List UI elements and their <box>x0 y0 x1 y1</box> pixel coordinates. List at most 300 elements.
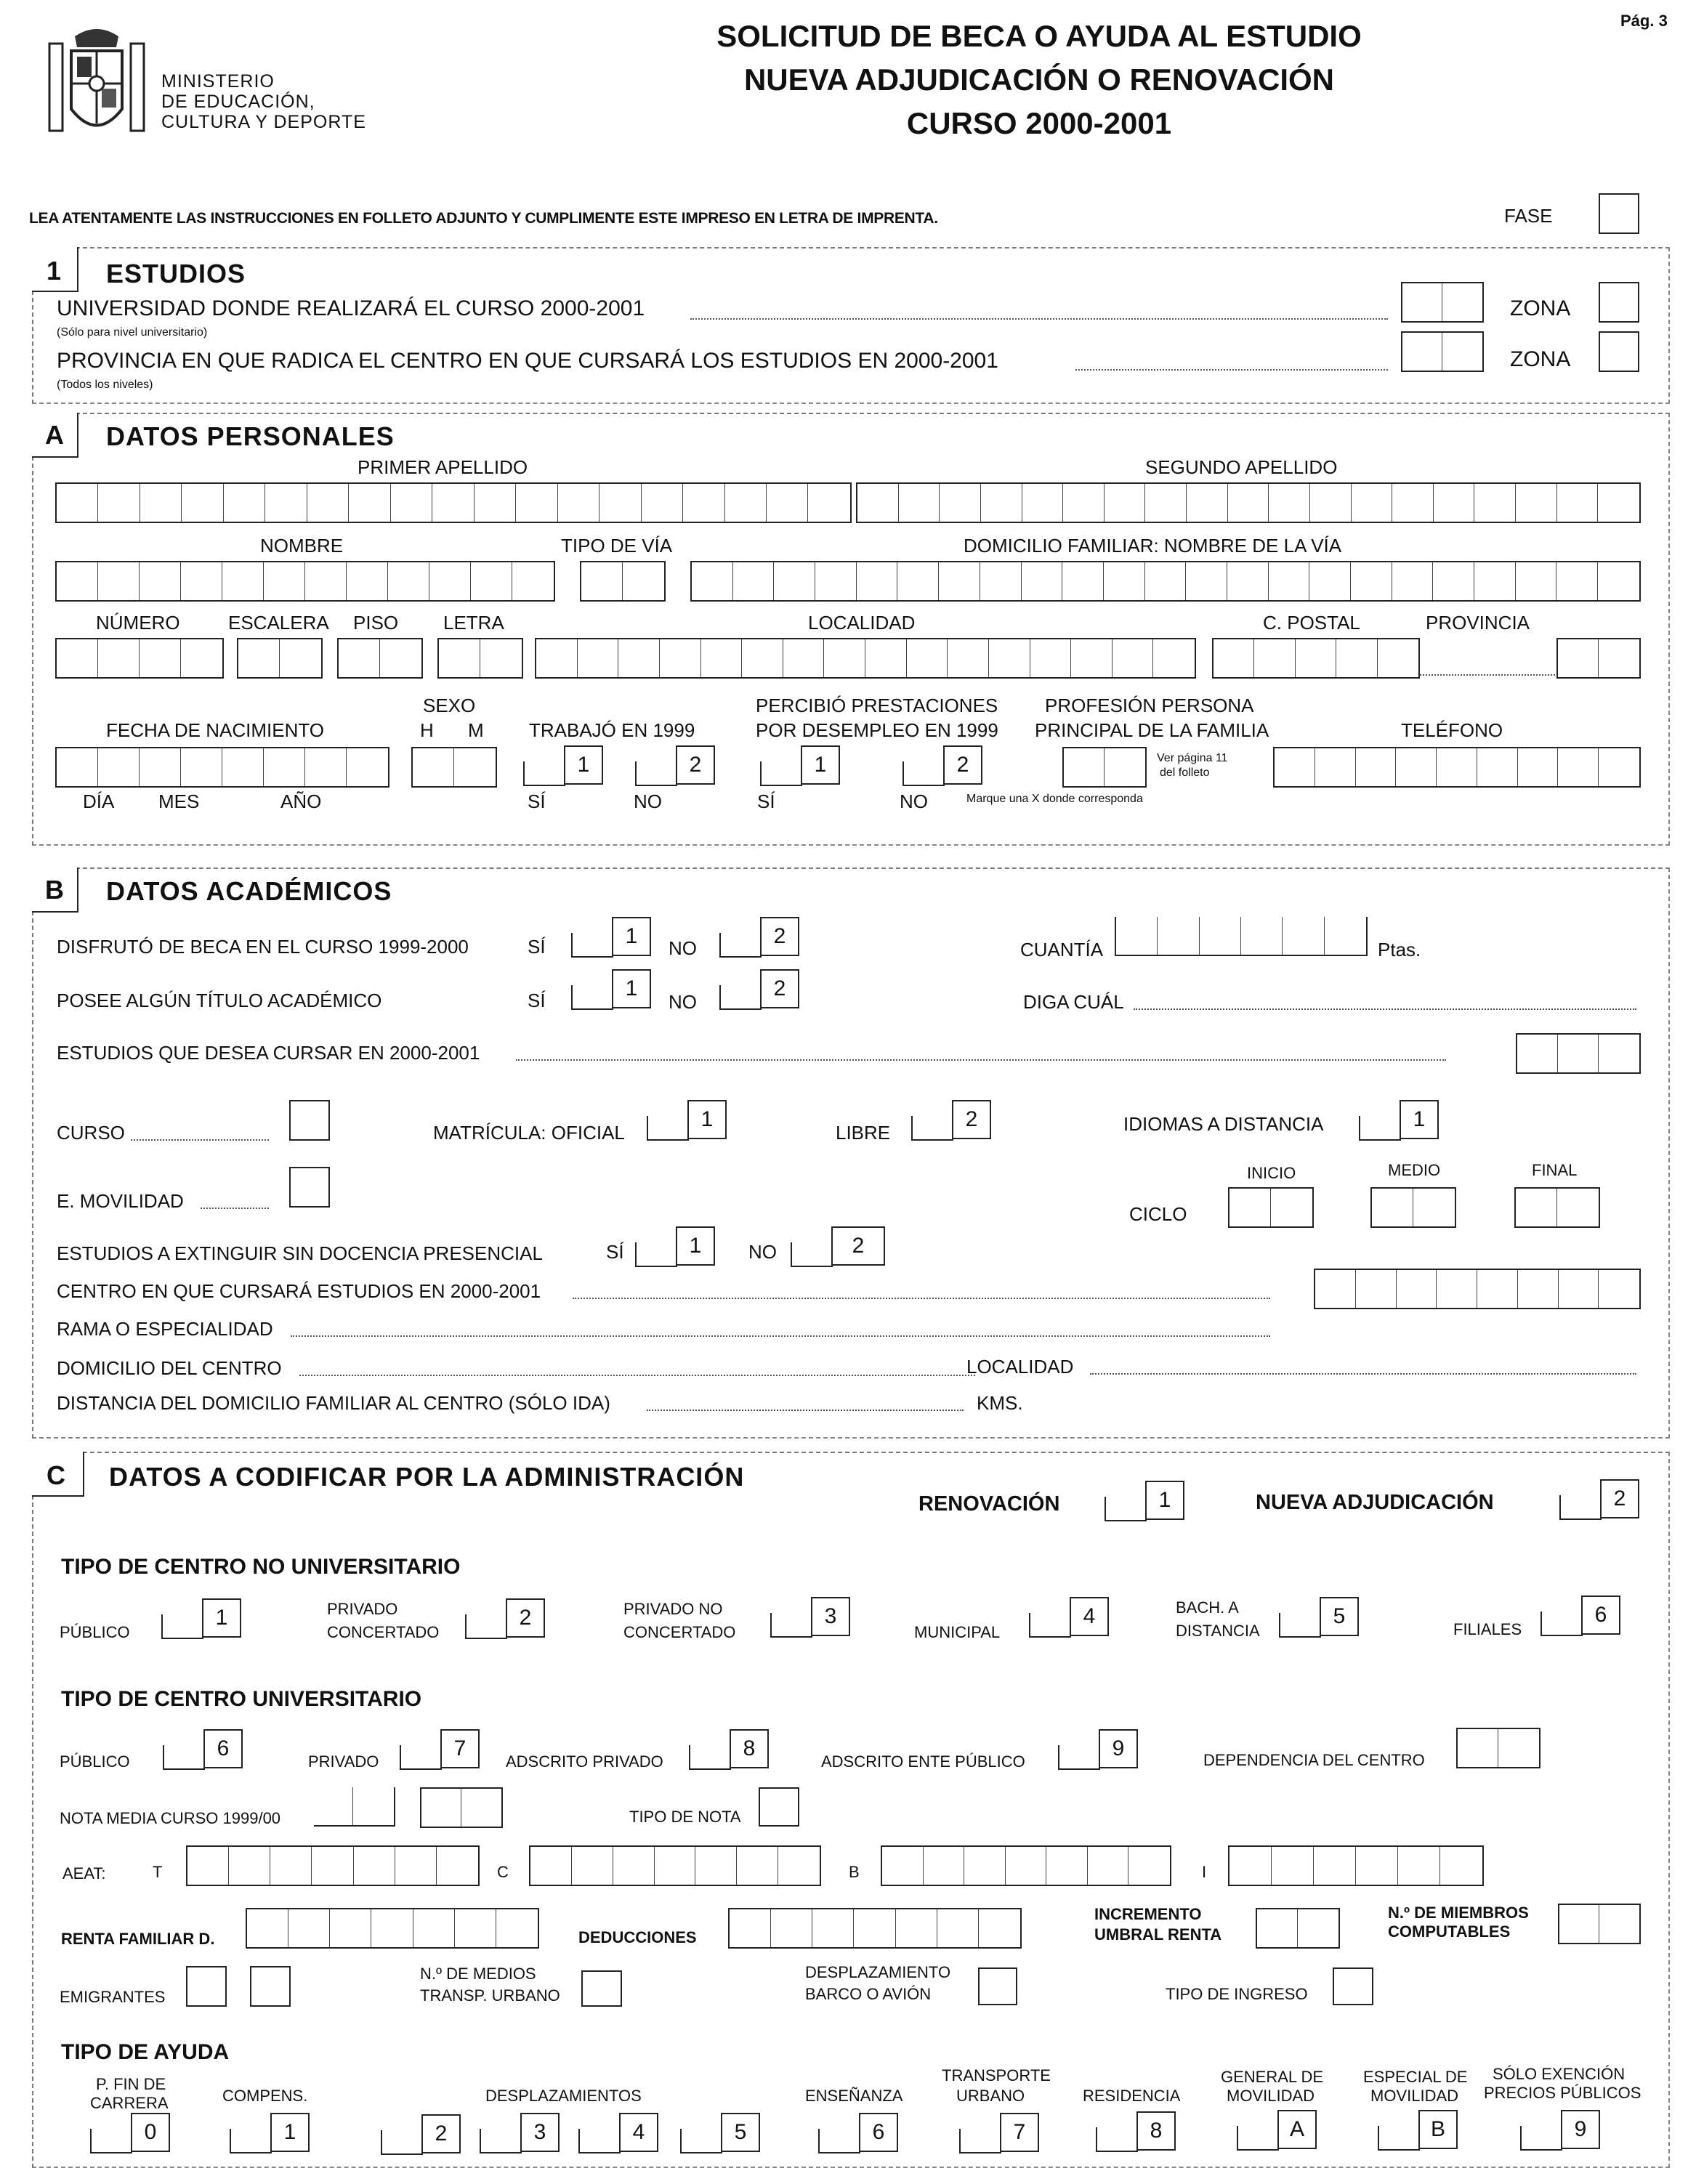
input-cell[interactable] <box>1440 1847 1482 1885</box>
input-cell[interactable] <box>1437 748 1477 786</box>
ciclo-medio-boxes[interactable] <box>1370 1187 1456 1228</box>
option-code[interactable]: 3 <box>520 2113 560 2152</box>
option-code[interactable]: 3 <box>811 1597 850 1636</box>
input-cell[interactable] <box>896 1909 937 1947</box>
input-cell[interactable] <box>349 484 390 522</box>
input-cell[interactable] <box>455 1909 496 1947</box>
input-cell[interactable] <box>480 639 522 677</box>
option-code[interactable]: 2 <box>421 2114 461 2153</box>
no-univ-privado-no-concertado[interactable] <box>770 1597 850 1636</box>
input-cell[interactable] <box>1498 1729 1539 1767</box>
input-cell[interactable] <box>1071 639 1113 677</box>
idiomas-distancia[interactable] <box>1359 1100 1439 1139</box>
percibio-si[interactable] <box>760 745 840 785</box>
input-cell[interactable] <box>730 1909 771 1947</box>
input-cell[interactable] <box>1516 562 1557 600</box>
input-cell[interactable] <box>854 1909 895 1947</box>
input-cell[interactable] <box>1088 1847 1129 1885</box>
percibio-no[interactable] <box>902 745 982 785</box>
input-cell[interactable] <box>924 1847 965 1885</box>
input-cell[interactable] <box>683 484 724 522</box>
tipo-via-boxes[interactable] <box>580 561 666 602</box>
option-code[interactable]: 9 <box>1099 1729 1138 1768</box>
aeat-t-boxes[interactable] <box>186 1845 480 1886</box>
input-cell[interactable] <box>1474 484 1516 522</box>
input-cell[interactable] <box>388 562 429 600</box>
input-cell[interactable] <box>701 639 743 677</box>
input-cell[interactable] <box>937 1909 979 1947</box>
option-code[interactable]: 2 <box>952 1100 991 1139</box>
input-cell[interactable] <box>1254 639 1295 677</box>
input-cell[interactable] <box>1477 1270 1518 1308</box>
ayuda-desplaz-4[interactable] <box>578 2113 658 2152</box>
aeat-i-boxes[interactable] <box>1228 1845 1484 1886</box>
input-cell[interactable] <box>1474 562 1516 600</box>
input-cell[interactable] <box>1006 1847 1047 1885</box>
fase-box[interactable] <box>1599 193 1639 234</box>
ciclo-final-boxes[interactable] <box>1514 1187 1600 1228</box>
input-cell[interactable] <box>429 562 471 600</box>
ayuda-desplaz-2[interactable] <box>381 2114 461 2153</box>
input-cell[interactable] <box>808 484 849 522</box>
input-cell[interactable] <box>247 1909 288 1947</box>
posee-no[interactable] <box>719 969 799 1008</box>
ciclo-inicio-boxes[interactable] <box>1228 1187 1314 1228</box>
input-cell[interactable] <box>948 639 989 677</box>
trabajo-no[interactable] <box>635 745 715 785</box>
input-cell[interactable] <box>939 562 980 600</box>
input-cell[interactable] <box>264 562 305 600</box>
input-cell[interactable] <box>57 639 98 677</box>
input-cell[interactable] <box>1187 484 1228 522</box>
input-cell[interactable] <box>733 562 775 600</box>
option-code[interactable]: 1 <box>202 1598 241 1638</box>
input-cell[interactable] <box>1378 639 1418 677</box>
input-cell[interactable] <box>1518 1270 1559 1308</box>
input-cell[interactable] <box>1128 1847 1170 1885</box>
input-cell[interactable] <box>1356 1847 1398 1885</box>
input-cell[interactable] <box>312 1847 353 1885</box>
input-cell[interactable] <box>1314 1847 1356 1885</box>
input-cell[interactable] <box>1269 484 1310 522</box>
no-univ-publico[interactable] <box>161 1598 241 1638</box>
nombre-boxes[interactable] <box>55 561 555 602</box>
option-code[interactable]: 2 <box>943 745 982 785</box>
input-cell[interactable] <box>578 639 619 677</box>
input-cell[interactable] <box>1477 748 1518 786</box>
input-cell[interactable] <box>692 562 733 600</box>
option-code[interactable]: 2 <box>831 1226 885 1266</box>
input-cell[interactable] <box>330 1909 371 1947</box>
input-cell[interactable] <box>613 1847 655 1885</box>
option-code[interactable]: 1 <box>270 2113 310 2152</box>
input-cell[interactable] <box>353 1787 392 1825</box>
emigrantes-box-1[interactable] <box>186 1966 227 2007</box>
option-code[interactable]: 6 <box>859 2113 898 2152</box>
input-cell[interactable] <box>437 1847 478 1885</box>
option-code[interactable]: 2 <box>676 745 715 785</box>
input-cell[interactable] <box>1397 1270 1437 1308</box>
option-code[interactable]: 1 <box>676 1226 715 1266</box>
input-cell[interactable] <box>475 484 516 522</box>
input-cell[interactable] <box>1517 1035 1558 1072</box>
input-cell[interactable] <box>771 1909 812 1947</box>
input-cell[interactable] <box>270 1847 312 1885</box>
zona-box-1[interactable] <box>1599 282 1639 323</box>
input-cell[interactable] <box>1557 484 1599 522</box>
input-cell[interactable] <box>1516 484 1557 522</box>
input-cell[interactable] <box>439 639 480 677</box>
input-cell[interactable] <box>1516 1189 1557 1226</box>
input-cell[interactable] <box>182 484 223 522</box>
input-cell[interactable] <box>1022 484 1064 522</box>
input-cell[interactable] <box>1599 1905 1639 1943</box>
input-cell[interactable] <box>1351 562 1392 600</box>
input-cell[interactable] <box>1105 748 1145 786</box>
input-cell[interactable] <box>725 484 767 522</box>
ayuda-residencia[interactable] <box>1096 2111 1176 2151</box>
input-cell[interactable] <box>181 639 222 677</box>
input-cell[interactable] <box>1433 562 1474 600</box>
sexo-boxes[interactable] <box>411 747 497 788</box>
input-cell[interactable] <box>599 484 641 522</box>
ayuda-desplaz-5[interactable] <box>680 2113 760 2152</box>
input-cell[interactable] <box>1309 562 1351 600</box>
input-cell[interactable] <box>1269 562 1310 600</box>
input-cell[interactable] <box>1599 1270 1639 1308</box>
option-code[interactable]: 9 <box>1561 2110 1600 2149</box>
input-cell[interactable] <box>1046 1847 1088 1885</box>
input-cell[interactable] <box>461 1789 501 1827</box>
input-cell[interactable] <box>572 1847 613 1885</box>
input-cell[interactable] <box>98 748 140 786</box>
input-cell[interactable] <box>222 562 264 600</box>
input-cell[interactable] <box>1413 1189 1455 1226</box>
input-cell[interactable] <box>471 562 512 600</box>
input-cell[interactable] <box>899 484 940 522</box>
input-cell[interactable] <box>1283 917 1324 955</box>
input-cell[interactable] <box>882 1847 924 1885</box>
input-cell[interactable] <box>1200 917 1241 955</box>
input-cell[interactable] <box>496 1909 538 1947</box>
option-code[interactable]: 2 <box>506 1598 545 1638</box>
ayuda-compens[interactable] <box>230 2113 310 2152</box>
posee-si[interactable] <box>571 969 651 1008</box>
input-cell[interactable] <box>1559 1270 1599 1308</box>
input-cell[interactable] <box>57 484 98 522</box>
input-cell[interactable] <box>413 1909 455 1947</box>
input-cell[interactable] <box>778 1847 820 1885</box>
aeat-c-boxes[interactable] <box>529 1845 821 1886</box>
input-cell[interactable] <box>857 562 898 600</box>
input-cell[interactable] <box>187 1847 229 1885</box>
deducciones-boxes[interactable] <box>728 1908 1022 1949</box>
input-cell[interactable] <box>558 484 599 522</box>
incremento-boxes[interactable] <box>1256 1908 1340 1949</box>
option-code[interactable]: A <box>1277 2110 1317 2149</box>
input-cell[interactable] <box>280 639 321 677</box>
input-cell[interactable] <box>57 748 98 786</box>
medios-box[interactable] <box>581 1970 622 2007</box>
input-cell[interactable] <box>181 748 222 786</box>
desplaz-box[interactable] <box>978 1967 1017 2005</box>
input-cell[interactable] <box>655 1847 696 1885</box>
input-cell[interactable] <box>897 562 939 600</box>
input-cell[interactable] <box>1598 562 1639 600</box>
nueva-box[interactable] <box>1559 1479 1639 1518</box>
input-cell[interactable] <box>536 639 578 677</box>
input-cell[interactable] <box>783 639 825 677</box>
input-cell[interactable] <box>1214 639 1254 677</box>
ayuda-pfin-carrera[interactable] <box>90 2113 170 2152</box>
input-cell[interactable] <box>623 562 664 600</box>
option-code[interactable]: 1 <box>1400 1100 1439 1139</box>
input-cell[interactable] <box>305 748 347 786</box>
cpostal-boxes[interactable] <box>1212 638 1420 679</box>
no-univ-municipal[interactable] <box>1029 1597 1109 1636</box>
input-cell[interactable] <box>1228 484 1269 522</box>
escalera-boxes[interactable] <box>237 638 323 679</box>
primer-apellido-boxes[interactable] <box>55 482 852 523</box>
profesion-boxes[interactable] <box>1062 747 1147 788</box>
input-cell[interactable] <box>1558 1035 1599 1072</box>
input-cell[interactable] <box>380 639 421 677</box>
option-code[interactable]: 1 <box>612 917 651 956</box>
option-code[interactable]: B <box>1418 2110 1458 2149</box>
option-code[interactable]: 8 <box>1136 2111 1176 2151</box>
input-cell[interactable] <box>140 484 182 522</box>
ayuda-exencion[interactable] <box>1520 2110 1600 2149</box>
input-cell[interactable] <box>1315 1270 1356 1308</box>
option-code[interactable]: 7 <box>1000 2113 1039 2152</box>
input-cell[interactable] <box>1298 1909 1338 1947</box>
input-cell[interactable] <box>371 1909 413 1947</box>
input-cell[interactable] <box>695 1847 737 1885</box>
input-cell[interactable] <box>1145 562 1187 600</box>
input-cell[interactable] <box>812 1909 854 1947</box>
option-code[interactable]: 5 <box>721 2113 760 2152</box>
input-cell[interactable] <box>1022 562 1063 600</box>
input-cell[interactable] <box>581 562 623 600</box>
option-code[interactable]: 5 <box>1320 1597 1359 1636</box>
input-cell[interactable] <box>1372 1189 1413 1226</box>
input-cell[interactable] <box>981 484 1022 522</box>
input-cell[interactable] <box>989 639 1030 677</box>
input-cell[interactable] <box>222 748 264 786</box>
univ-privado[interactable] <box>400 1729 480 1768</box>
input-cell[interactable] <box>1153 639 1195 677</box>
option-code[interactable]: 8 <box>730 1729 769 1768</box>
input-cell[interactable] <box>391 484 432 522</box>
telefono-boxes[interactable] <box>1273 747 1641 788</box>
option-code[interactable]: 7 <box>440 1729 480 1768</box>
input-cell[interactable] <box>1105 484 1146 522</box>
input-cell[interactable] <box>1227 562 1269 600</box>
input-cell[interactable] <box>229 1847 270 1885</box>
extinguir-no[interactable] <box>791 1226 871 1266</box>
input-cell[interactable] <box>1356 1270 1397 1308</box>
ayuda-especial-movilidad[interactable] <box>1378 2110 1458 2149</box>
input-cell[interactable] <box>1598 484 1639 522</box>
input-cell[interactable] <box>1599 748 1639 786</box>
curso-box[interactable] <box>289 1100 330 1141</box>
input-cell[interactable] <box>1396 748 1437 786</box>
input-cell[interactable] <box>857 484 899 522</box>
aeat-b-boxes[interactable] <box>881 1845 1171 1886</box>
input-cell[interactable] <box>1030 639 1072 677</box>
nota-media-boxes-2[interactable] <box>420 1787 503 1828</box>
input-cell[interactable] <box>181 562 222 600</box>
input-cell[interactable] <box>98 484 140 522</box>
input-cell[interactable] <box>737 1847 778 1885</box>
input-cell[interactable] <box>1296 639 1336 677</box>
localidad-boxes[interactable] <box>535 638 1196 679</box>
input-cell[interactable] <box>264 748 305 786</box>
input-cell[interactable] <box>314 1787 353 1825</box>
no-univ-filiales[interactable] <box>1540 1595 1620 1635</box>
input-cell[interactable] <box>1063 484 1105 522</box>
input-cell[interactable] <box>1241 917 1283 955</box>
input-cell[interactable] <box>98 562 140 600</box>
input-cell[interactable] <box>815 562 857 600</box>
input-cell[interactable] <box>339 639 380 677</box>
input-cell[interactable] <box>1336 639 1377 677</box>
trabajo-si[interactable] <box>523 745 603 785</box>
zona-box-2[interactable] <box>1599 331 1639 372</box>
input-cell[interactable] <box>140 639 181 677</box>
input-cell[interactable] <box>238 639 280 677</box>
input-cell[interactable] <box>1437 1270 1477 1308</box>
input-cell[interactable] <box>1556 562 1598 600</box>
numero-boxes[interactable] <box>55 638 224 679</box>
movilidad-box[interactable] <box>289 1167 330 1208</box>
disfruto-no[interactable] <box>719 917 799 956</box>
input-cell[interactable] <box>865 639 907 677</box>
input-cell[interactable] <box>1271 1189 1312 1226</box>
input-cell[interactable] <box>742 639 783 677</box>
input-cell[interactable] <box>618 639 660 677</box>
input-cell[interactable] <box>1559 1905 1599 1943</box>
input-cell[interactable] <box>1257 1909 1298 1947</box>
domicilio-boxes[interactable] <box>690 561 1641 602</box>
provincia-a-boxes[interactable] <box>1556 638 1641 679</box>
input-cell[interactable] <box>512 562 554 600</box>
input-cell[interactable] <box>1062 562 1104 600</box>
univ-adscrito-privado[interactable] <box>689 1729 769 1768</box>
option-code[interactable]: 6 <box>203 1729 243 1768</box>
renovacion-box[interactable] <box>1105 1481 1184 1520</box>
input-cell[interactable] <box>1158 917 1199 955</box>
dependencia-boxes[interactable] <box>1456 1728 1540 1768</box>
input-cell[interactable] <box>964 1847 1006 1885</box>
input-cell[interactable] <box>1275 748 1315 786</box>
input-cell[interactable] <box>224 484 265 522</box>
renta-boxes[interactable] <box>246 1908 539 1949</box>
input-cell[interactable] <box>1392 562 1434 600</box>
ayuda-transporte[interactable] <box>959 2113 1039 2152</box>
tipo-ingreso-box[interactable] <box>1333 1967 1373 2005</box>
input-cell[interactable] <box>1352 484 1393 522</box>
option-code[interactable]: 2 <box>760 969 799 1008</box>
estudios-boxes[interactable] <box>1516 1033 1641 1074</box>
input-cell[interactable] <box>767 484 808 522</box>
univ-adscrito-ente-publico[interactable] <box>1058 1729 1138 1768</box>
input-cell[interactable] <box>347 562 388 600</box>
input-cell[interactable] <box>1442 283 1482 321</box>
input-cell[interactable] <box>824 639 865 677</box>
input-cell[interactable] <box>98 639 140 677</box>
input-cell[interactable] <box>1599 639 1639 677</box>
input-cell[interactable] <box>57 562 98 600</box>
option-code[interactable]: 1 <box>801 745 840 785</box>
input-cell[interactable] <box>1442 333 1482 371</box>
input-cell[interactable] <box>979 1909 1020 1947</box>
input-cell[interactable] <box>1229 1847 1272 1885</box>
input-cell[interactable] <box>660 639 701 677</box>
input-cell[interactable] <box>454 748 496 786</box>
disfruto-si[interactable] <box>571 917 651 956</box>
input-cell[interactable] <box>1398 1847 1440 1885</box>
option-code[interactable]: 1 <box>564 745 603 785</box>
input-cell[interactable] <box>1458 1729 1498 1767</box>
input-cell[interactable] <box>1104 562 1145 600</box>
matricula-libre[interactable] <box>911 1100 991 1139</box>
input-cell[interactable] <box>140 748 181 786</box>
option-code[interactable]: 1 <box>687 1100 727 1139</box>
extinguir-si[interactable] <box>635 1226 715 1266</box>
input-cell[interactable] <box>347 748 388 786</box>
ayuda-general-movilidad[interactable] <box>1237 2110 1317 2149</box>
matricula-oficial[interactable] <box>647 1100 727 1139</box>
input-cell[interactable] <box>1113 639 1154 677</box>
option-code[interactable]: 1 <box>1145 1481 1184 1520</box>
input-cell[interactable] <box>265 484 307 522</box>
input-cell[interactable] <box>1310 484 1352 522</box>
input-cell[interactable] <box>1599 1035 1639 1072</box>
input-cell[interactable] <box>288 1909 330 1947</box>
ayuda-desplaz-3[interactable] <box>480 2113 560 2152</box>
input-cell[interactable] <box>1356 748 1397 786</box>
input-cell[interactable] <box>1272 1847 1314 1885</box>
input-cell[interactable] <box>1229 1189 1271 1226</box>
input-cell[interactable] <box>1558 639 1599 677</box>
input-cell[interactable] <box>1557 1189 1599 1226</box>
input-cell[interactable] <box>305 562 347 600</box>
input-cell[interactable] <box>1064 748 1105 786</box>
input-cell[interactable] <box>1145 484 1187 522</box>
emigrantes-box-2[interactable] <box>250 1966 291 2007</box>
option-code[interactable]: 4 <box>619 2113 658 2152</box>
option-code[interactable]: 2 <box>1600 1479 1639 1518</box>
input-cell[interactable] <box>980 562 1022 600</box>
input-cell[interactable] <box>642 484 683 522</box>
input-cell[interactable] <box>1315 748 1356 786</box>
tipo-nota-box[interactable] <box>759 1787 799 1827</box>
input-cell[interactable] <box>530 1847 572 1885</box>
universidad-code-boxes[interactable] <box>1401 282 1484 323</box>
input-cell[interactable] <box>774 562 815 600</box>
provincia-code-boxes[interactable] <box>1401 331 1484 372</box>
no-univ-bach-distancia[interactable] <box>1279 1597 1359 1636</box>
segundo-apellido-boxes[interactable] <box>856 482 1641 523</box>
input-cell[interactable] <box>1518 748 1559 786</box>
input-cell[interactable] <box>1558 748 1599 786</box>
miembros-boxes[interactable] <box>1558 1904 1641 1944</box>
input-cell[interactable] <box>1116 917 1158 955</box>
input-cell[interactable] <box>413 748 454 786</box>
input-cell[interactable] <box>432 484 474 522</box>
input-cell[interactable] <box>354 1847 395 1885</box>
